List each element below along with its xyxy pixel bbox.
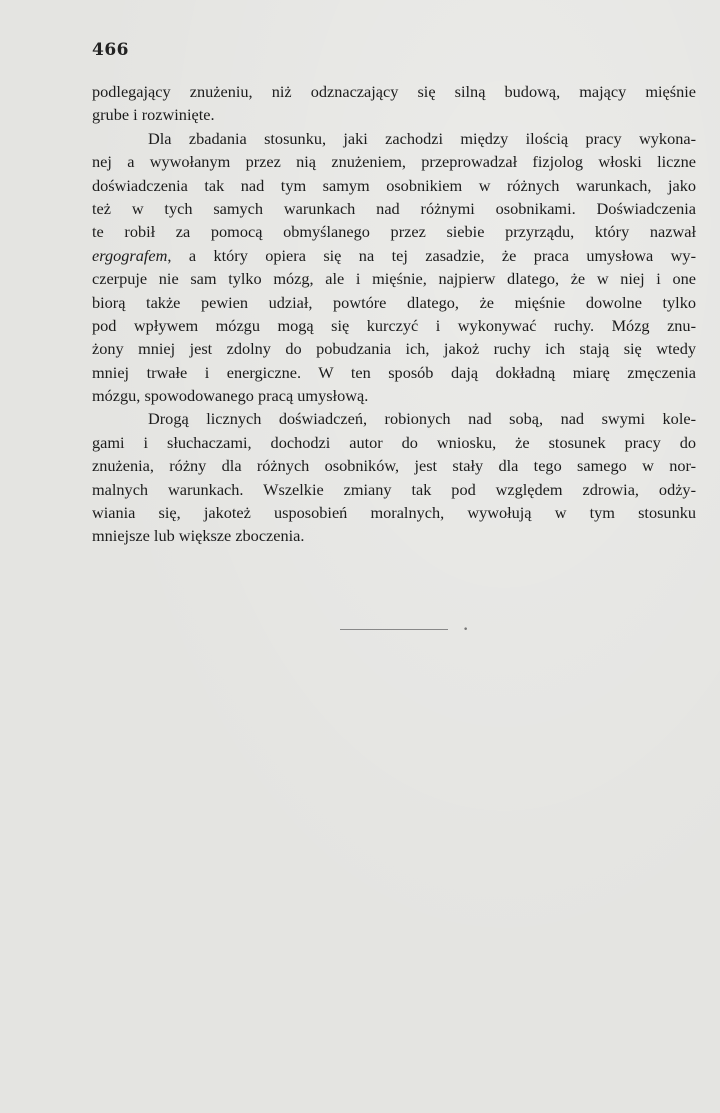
text-line: doświadczenia tak nad tym samym osobnikiem w różnych warunkach, jako [92, 175, 696, 195]
text-line: podlegający znużeniu, niż odznaczający się silną budową, mający mięśnie [92, 82, 696, 101]
text-line: biorą także pewien udział, powtóre dlatego, że mięśnie dowolne tylko [92, 292, 696, 312]
text-line: mniejsze lub większe zboczenia. [92, 526, 305, 546]
italic-term: ergografem [92, 245, 168, 265]
section-end-rule [340, 629, 448, 630]
text-line: znużenia, różny dla różnych osobników, jest stały dla tego samego w nor- [92, 456, 696, 476]
text-line: grube i rozwinięte. [92, 105, 215, 125]
text-line: też w tych samych warunkach nad różnymi osobnikami. Doświadczenia [92, 198, 696, 218]
text-line: żony mniej jest zdolny do pobudzania ich, jakoż ruchy ich stają się wtedy [92, 339, 696, 359]
page-number: 466 [92, 40, 129, 60]
text-line: pod wpływem mózgu mogą się kurczyć i wykonywać ruchy. Mózg znu- [92, 315, 696, 335]
paragraph-start-line: Dla zbadania stosunku, jaki zachodzi między ilością pracy wykona- [148, 128, 696, 148]
text-line: te robił za pomocą obmyślanego przez siebie przyrządu, który nazwał [92, 222, 696, 242]
text-line: nej a wywołanym przez nią znużeniem, przeprowadzał fizjolog włoski liczne [92, 152, 696, 172]
paragraph-start-line: Drogą licznych doświadczeń, robionych nad sobą, nad swymi kole- [148, 409, 696, 429]
body-text [92, 80, 696, 548]
text-line: malnych warunkach. Wszelkie zmiany tak pod względem zdrowia, odży- [92, 479, 696, 499]
text-line: gami i słuchaczami, dochodzi autor do wniosku, że stosunek pracy do [92, 432, 696, 452]
text-line: mózgu, spowodowanego pracą umysłową. [92, 386, 369, 406]
ink-mark-icon: • [463, 625, 469, 635]
text-line-rest: , a który opiera się na tej zasadzie, że praca umysłowa wy- [167, 245, 696, 265]
text-line-ergograf [92, 244, 696, 267]
text-line: czerpuje nie sam tylko mózg, ale i mięśnie, najpierw dlatego, że w niej i one [92, 269, 696, 289]
text-line: wiania się, jakoteż usposobień moralnych, wywołują w tym stosunku [92, 503, 696, 523]
text-line: mniej trwałe i energiczne. W ten sposób dają dokładną miarę zmęczenia [92, 362, 696, 382]
